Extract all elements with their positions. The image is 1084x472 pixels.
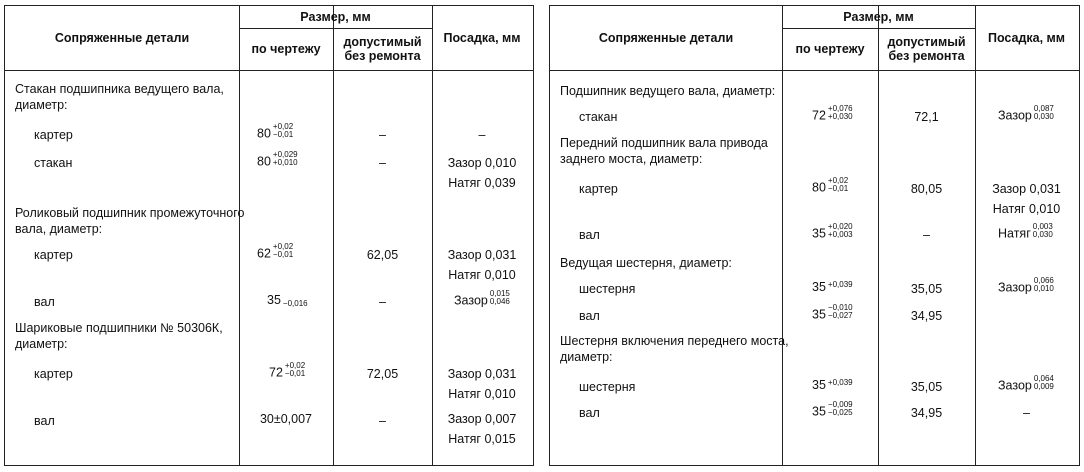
fit-label: Зазор [454, 293, 488, 308]
fit-value: Натяг 0,010 [992, 202, 1061, 216]
group-title: вала, диаметр: [15, 222, 103, 236]
allowed-value: – [379, 295, 386, 309]
fit-lower: 0,009 [1033, 382, 1054, 391]
fit-value [998, 104, 1054, 124]
allowed-value: 72,1 [914, 110, 939, 124]
size-by-drawing [257, 122, 294, 142]
size-by-drawing [812, 104, 853, 124]
row-name: стакан [34, 156, 73, 170]
header-fit: Посадка, мм [987, 31, 1066, 45]
header-size: Размер, мм [300, 10, 371, 24]
allowed-value: 72,05 [366, 367, 399, 381]
row-name: вал [579, 228, 600, 242]
header-bottom-line [550, 70, 1079, 71]
lower-tolerance: −0,01 [827, 184, 849, 193]
fit-value: Зазор 0,031 [992, 182, 1061, 196]
group-title: Подшипник ведущего вала, диаметр: [560, 84, 776, 98]
group-title: диаметр: [560, 350, 613, 364]
header-allowed-line2: без ремонта [344, 49, 421, 63]
allowed-value: 80,05 [910, 182, 943, 196]
fit-upper: 0,066 [1033, 276, 1054, 285]
fit-upper: 0,015 [489, 289, 510, 298]
upper-tolerance: +0,076 [827, 104, 853, 113]
nominal-size: 72 [812, 108, 826, 123]
nominal-size: 35 [267, 293, 281, 307]
size-by-drawing [812, 303, 853, 323]
fit-label: Зазор [998, 378, 1032, 393]
lower-tolerance: +0,003 [827, 230, 853, 239]
fit-value: Зазор 0,031 [447, 248, 517, 262]
group-title: диаметр: [15, 337, 68, 351]
size-by-drawing [812, 378, 853, 392]
row-name: вал [579, 309, 600, 323]
header-allowed-line1: допустимый [887, 35, 966, 49]
group-title: диаметр: [15, 98, 68, 112]
allowed-value: 34,95 [910, 406, 943, 420]
fit-upper: 0,087 [1033, 104, 1054, 113]
nominal-size: 80 [812, 180, 826, 195]
size-by-drawing [257, 242, 294, 262]
row-name: картер [34, 128, 73, 142]
upper-tolerance: +0,020 [827, 222, 853, 231]
fit-value: Натяг 0,010 [448, 268, 516, 282]
header-parts: Сопряженные детали [598, 31, 734, 45]
size-by-drawing [257, 150, 298, 170]
fit-lower: 0,010 [1033, 284, 1054, 293]
group-title: Ведущая шестерня, диаметр: [560, 256, 732, 270]
row-name: шестерня [579, 282, 636, 296]
allowed-value: 35,05 [910, 282, 943, 296]
upper-tolerance: +0,039 [827, 377, 853, 387]
right-table [549, 5, 1080, 466]
fit-lower: 0,046 [489, 297, 510, 306]
upper-tolerance: +0,02 [827, 176, 849, 185]
allowed-value: – [923, 228, 930, 242]
fit-value [998, 222, 1053, 242]
upper-tolerance: +0,029 [272, 150, 298, 159]
fit-value: Натяг 0,010 [448, 387, 516, 401]
size-by-drawing [812, 400, 853, 420]
lower-tolerance: −0,016 [282, 298, 308, 308]
row-name: вал [579, 406, 600, 420]
allowed-value: 35,05 [910, 380, 943, 394]
col-divider [782, 6, 783, 465]
allowed-value: 62,05 [366, 248, 399, 262]
header-parts: Сопряженные детали [54, 31, 190, 45]
group-title: Шестерня включения переднего моста, [560, 334, 789, 348]
lower-tolerance: +0,010 [272, 158, 298, 167]
upper-tolerance: +0,039 [827, 279, 853, 289]
size-by-drawing [812, 176, 849, 196]
nominal-size: 80 [257, 154, 271, 169]
fit-value: – [478, 128, 486, 142]
fit-value [454, 289, 510, 309]
allowed-value: – [379, 414, 386, 428]
lower-tolerance: +0,030 [827, 112, 853, 121]
fit-value [998, 374, 1054, 394]
fit-lower: 0,030 [1032, 230, 1053, 239]
allowed-value: 34,95 [910, 309, 943, 323]
fit-label: Зазор [998, 108, 1032, 123]
row-name: картер [34, 248, 73, 262]
row-name: картер [579, 182, 618, 196]
row-name: стакан [579, 110, 618, 124]
fit-value: Зазор 0,031 [447, 367, 517, 381]
group-title: Роликовый подшипник промежуточного [15, 206, 245, 220]
lower-tolerance: −0,01 [272, 250, 294, 259]
header-by-drawing: по чертежу [251, 42, 321, 56]
group-title: заднего моста, диаметр: [560, 152, 703, 166]
fit-value: – [1023, 406, 1030, 420]
nominal-size: 62 [257, 246, 271, 261]
nominal-size: 80 [257, 126, 271, 141]
fit-label: Натяг [998, 226, 1031, 241]
size-by-drawing [269, 361, 306, 381]
row-name: картер [34, 367, 73, 381]
header-allowed [333, 28, 432, 70]
row-name: шестерня [579, 380, 636, 394]
lower-tolerance: −0,01 [272, 130, 294, 139]
allowed-value: – [379, 156, 386, 170]
lower-tolerance: −0,025 [827, 408, 853, 417]
nominal-size: 35 [812, 404, 826, 419]
fit-value: Натяг 0,015 [448, 432, 516, 446]
size-by-drawing: 30±0,007 [259, 412, 313, 426]
col-divider [239, 6, 240, 465]
fit-lower: 0,030 [1033, 112, 1054, 121]
header-size: Размер, мм [843, 10, 914, 24]
group-title: Передний подшипник вала привода [560, 136, 768, 150]
fit-upper: 0,064 [1033, 374, 1054, 383]
fit-value: Зазор 0,010 [447, 156, 517, 170]
row-name: вал [34, 414, 55, 428]
header-allowed-line1: допустимый [343, 35, 422, 49]
group-title: Стакан подшипника ведущего вала, [15, 82, 224, 96]
nominal-size: 35 [812, 226, 826, 241]
lower-tolerance: −0,027 [827, 311, 853, 320]
size-by-drawing [812, 222, 853, 242]
header-bottom-line [5, 70, 533, 71]
upper-tolerance: −0,010 [827, 303, 853, 312]
header-by-drawing: по чертежу [795, 42, 865, 56]
nominal-size: 35 [812, 307, 826, 322]
upper-tolerance: +0,02 [272, 122, 294, 131]
nominal-size: 35 [812, 280, 826, 294]
header-allowed [878, 28, 975, 70]
lower-tolerance: −0,01 [284, 369, 306, 378]
fit-value: Натяг 0,039 [448, 176, 516, 190]
col-divider [975, 6, 976, 465]
group-title: Шариковые подшипники № 50306К, [15, 321, 223, 335]
fit-value [998, 276, 1054, 296]
upper-tolerance: +0,02 [284, 361, 306, 370]
fit-label: Зазор [998, 280, 1032, 295]
allowed-value: – [379, 128, 386, 142]
header-allowed-line2: без ремонта [888, 49, 965, 63]
upper-tolerance: −0,009 [827, 400, 853, 409]
size-by-drawing [267, 293, 308, 307]
nominal-size: 35 [812, 378, 826, 392]
left-table [4, 5, 534, 466]
header-fit: Посадка, мм [443, 31, 521, 45]
size-by-drawing [812, 280, 853, 294]
fit-upper: 0,003 [1032, 222, 1053, 231]
row-name: вал [34, 295, 55, 309]
nominal-size: 72 [269, 365, 283, 380]
col-divider [333, 6, 334, 465]
upper-tolerance: +0,02 [272, 242, 294, 251]
fit-value: Зазор 0,007 [447, 412, 517, 426]
